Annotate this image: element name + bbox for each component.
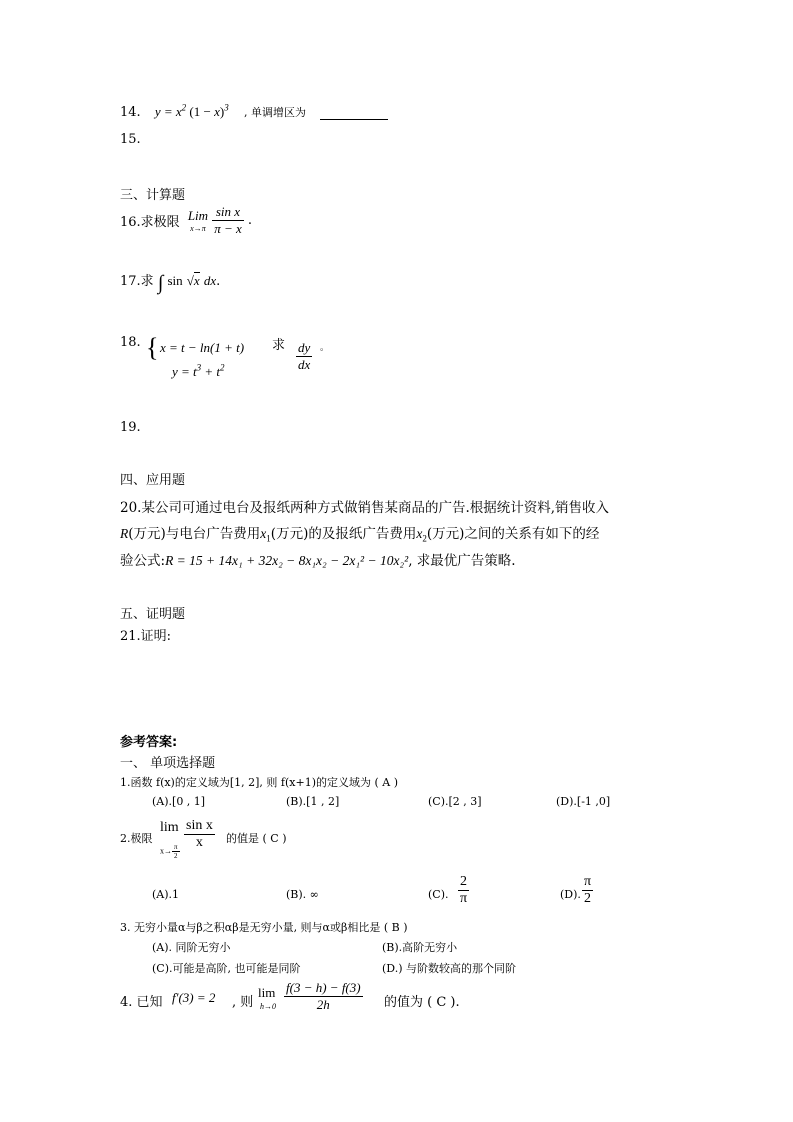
sqrt-icon: √ [186,273,194,288]
q16-fraction [212,204,244,237]
a2-den: x [184,834,215,851]
answer-2-lim: lim [160,820,179,835]
question-21: 21.证明: [120,629,172,644]
q20-line1: 20.某公司可通过电台及报纸两种方式做销售某商品的广告.根据统计资料,销售收入 [120,500,610,516]
q14-exp2: 3 [224,102,229,113]
q14-y: y [154,104,161,119]
q20-l2c: (万元)之间的关系有如下的经 [426,526,600,542]
integral-sign-icon: ∫ [157,272,164,294]
answer-4-lim-sub: h→0 [260,1002,276,1011]
a2-sub-x: x→ [160,846,172,856]
q18-line1: x = t − ln(1 + t) [160,340,245,355]
answer-4-comma: , 则 [232,995,254,1010]
q18-fraction [296,340,312,373]
answer-1-option-b: (B).[1 , 2] [286,795,340,808]
q14-one-minus: 1 − [193,104,215,119]
q20-l3b: , 求最优广告策略. [408,553,516,569]
q18-line2-y: y = t [172,364,197,379]
q14-answer-blank [320,107,388,120]
section-5-title: 五、证明题 [120,607,186,622]
question-17 [120,270,220,295]
q14-x: x [175,104,182,119]
q14-exp1: 2 [181,102,187,113]
answer-2-option-d-frac [582,874,593,907]
q18-number: 18. [120,335,141,350]
answer-2-fraction [184,818,215,851]
a2-sub-2: 2 [172,851,180,860]
a2-c-num: 2 [460,874,468,889]
q20-x1-sub: 1 [266,533,271,544]
q16-lim-sub: x→π [190,224,206,233]
q17-end: . [216,274,221,289]
q18-exp2: 2 [220,362,225,373]
answer-2-lim-sub [160,843,180,860]
q20-l3a: 验公式: [120,553,166,569]
answer-4-fraction [284,980,363,1013]
q14-text: , 单调增区为 [243,106,306,119]
section-3-title: 三、计算题 [120,188,186,203]
q16-numerator: sin x [215,204,241,219]
answers-title: 参考答案: [120,735,178,750]
question-15: 15. [120,132,141,147]
answer-2-option-a: (A).1 [152,888,180,901]
q20-l2b: (万元)的及报纸广告费用 [270,526,417,542]
answer-1-option-c: (C).[2 , 3] [428,795,482,808]
q18-frac-den: dx [298,357,311,372]
question-19: 19. [120,420,141,435]
a2-d-den: 2 [582,890,593,907]
answer-2-option-d: (D). [560,888,581,901]
q20-R: R [120,526,129,541]
q16-end: . [247,213,253,228]
answer-3-stem: 3. 无穷小量α与β之积αβ是无穷小量, 则与α或β相比是 ( B ) [120,921,408,934]
answer-3-option-c: (C).可能是高阶, 也可能是同阶 [152,962,301,975]
a2-c-den: π [460,891,468,906]
a2-sub-pi: π [174,843,178,851]
answer-4-prefix: 4. 已知 [120,995,163,1010]
answer-3-option-d: (D.) 与阶数较高的那个同阶 [382,962,517,975]
a2-num: sin x [186,818,213,833]
q17-radicand: x [193,273,200,288]
answer-1-option-a: (A).[0 , 1] [152,795,206,808]
q20-l2a: (万元)与电台广告费用 [128,526,261,542]
q16-prefix: 16.求极限 [120,215,180,230]
q20-formula: R = 15 + 14x₁ + 32x₂ − 8x₁x₂ − 2x₁² − 10x₂² [165,553,409,568]
section-4-title: 四、应用题 [120,473,186,488]
answer-2-option-c: (C). [428,888,449,901]
answers-subtitle: 一、 单项选择题 [120,756,216,771]
q17-sin: sin [167,273,183,288]
q14-number: 14. [120,105,141,120]
answer-4-suffix: 的值为 ( C ). [384,995,460,1010]
q18-frac-num: dy [298,340,311,355]
answer-3-option-b: (B).高阶无穷小 [382,941,458,954]
q16-lim: Lim [187,208,209,223]
question-16 [120,204,252,237]
left-brace-icon: { [146,333,159,362]
answer-3-option-a: (A). 同阶无穷小 [152,941,231,954]
q18-exp1: 3 [196,362,202,373]
a2-d-num: π [584,874,592,889]
q18-qiu: 求 [272,338,286,353]
answer-1-option-d: (D).[-1 ,0] [556,795,611,808]
q14-paren: ( [189,104,194,119]
q18-line2 [172,364,225,380]
q17-dx: dx [203,273,217,288]
answer-4-given: f′(3) = 2 [172,990,216,1005]
q16-denominator: π − x [214,221,242,236]
q20-x2: x [416,526,423,541]
q20-x2-sub: 2 [422,533,427,544]
answer-2-option-c-frac [458,874,469,907]
answer-2-suffix: 的值是 ( C ) [226,832,287,845]
q20-line3 [120,549,516,569]
question-14: 14. $y = x^2$ $(1 - x)^3$ , 单调增区为 [120,104,388,120]
a4-den: 2h [284,996,363,1013]
a4-num: f(3 − h) − f(3) [286,980,361,995]
answer-1-stem: 1.函数 f(x)的定义域为[1, 2], 则 f(x+1)的定义域为 ( A ) [120,776,399,789]
answer-2-option-b: (B). ∞ [286,888,319,901]
answer-2-prefix: 2.极限 [120,832,153,845]
q20-line2 [120,522,599,542]
q20-x1: x [260,526,267,541]
q18-end: 。 [320,343,330,353]
answer-4-lim: lim [258,985,276,1000]
q18-line2-plus: + t [201,364,221,379]
q17-prefix: 17.求 [120,274,154,289]
